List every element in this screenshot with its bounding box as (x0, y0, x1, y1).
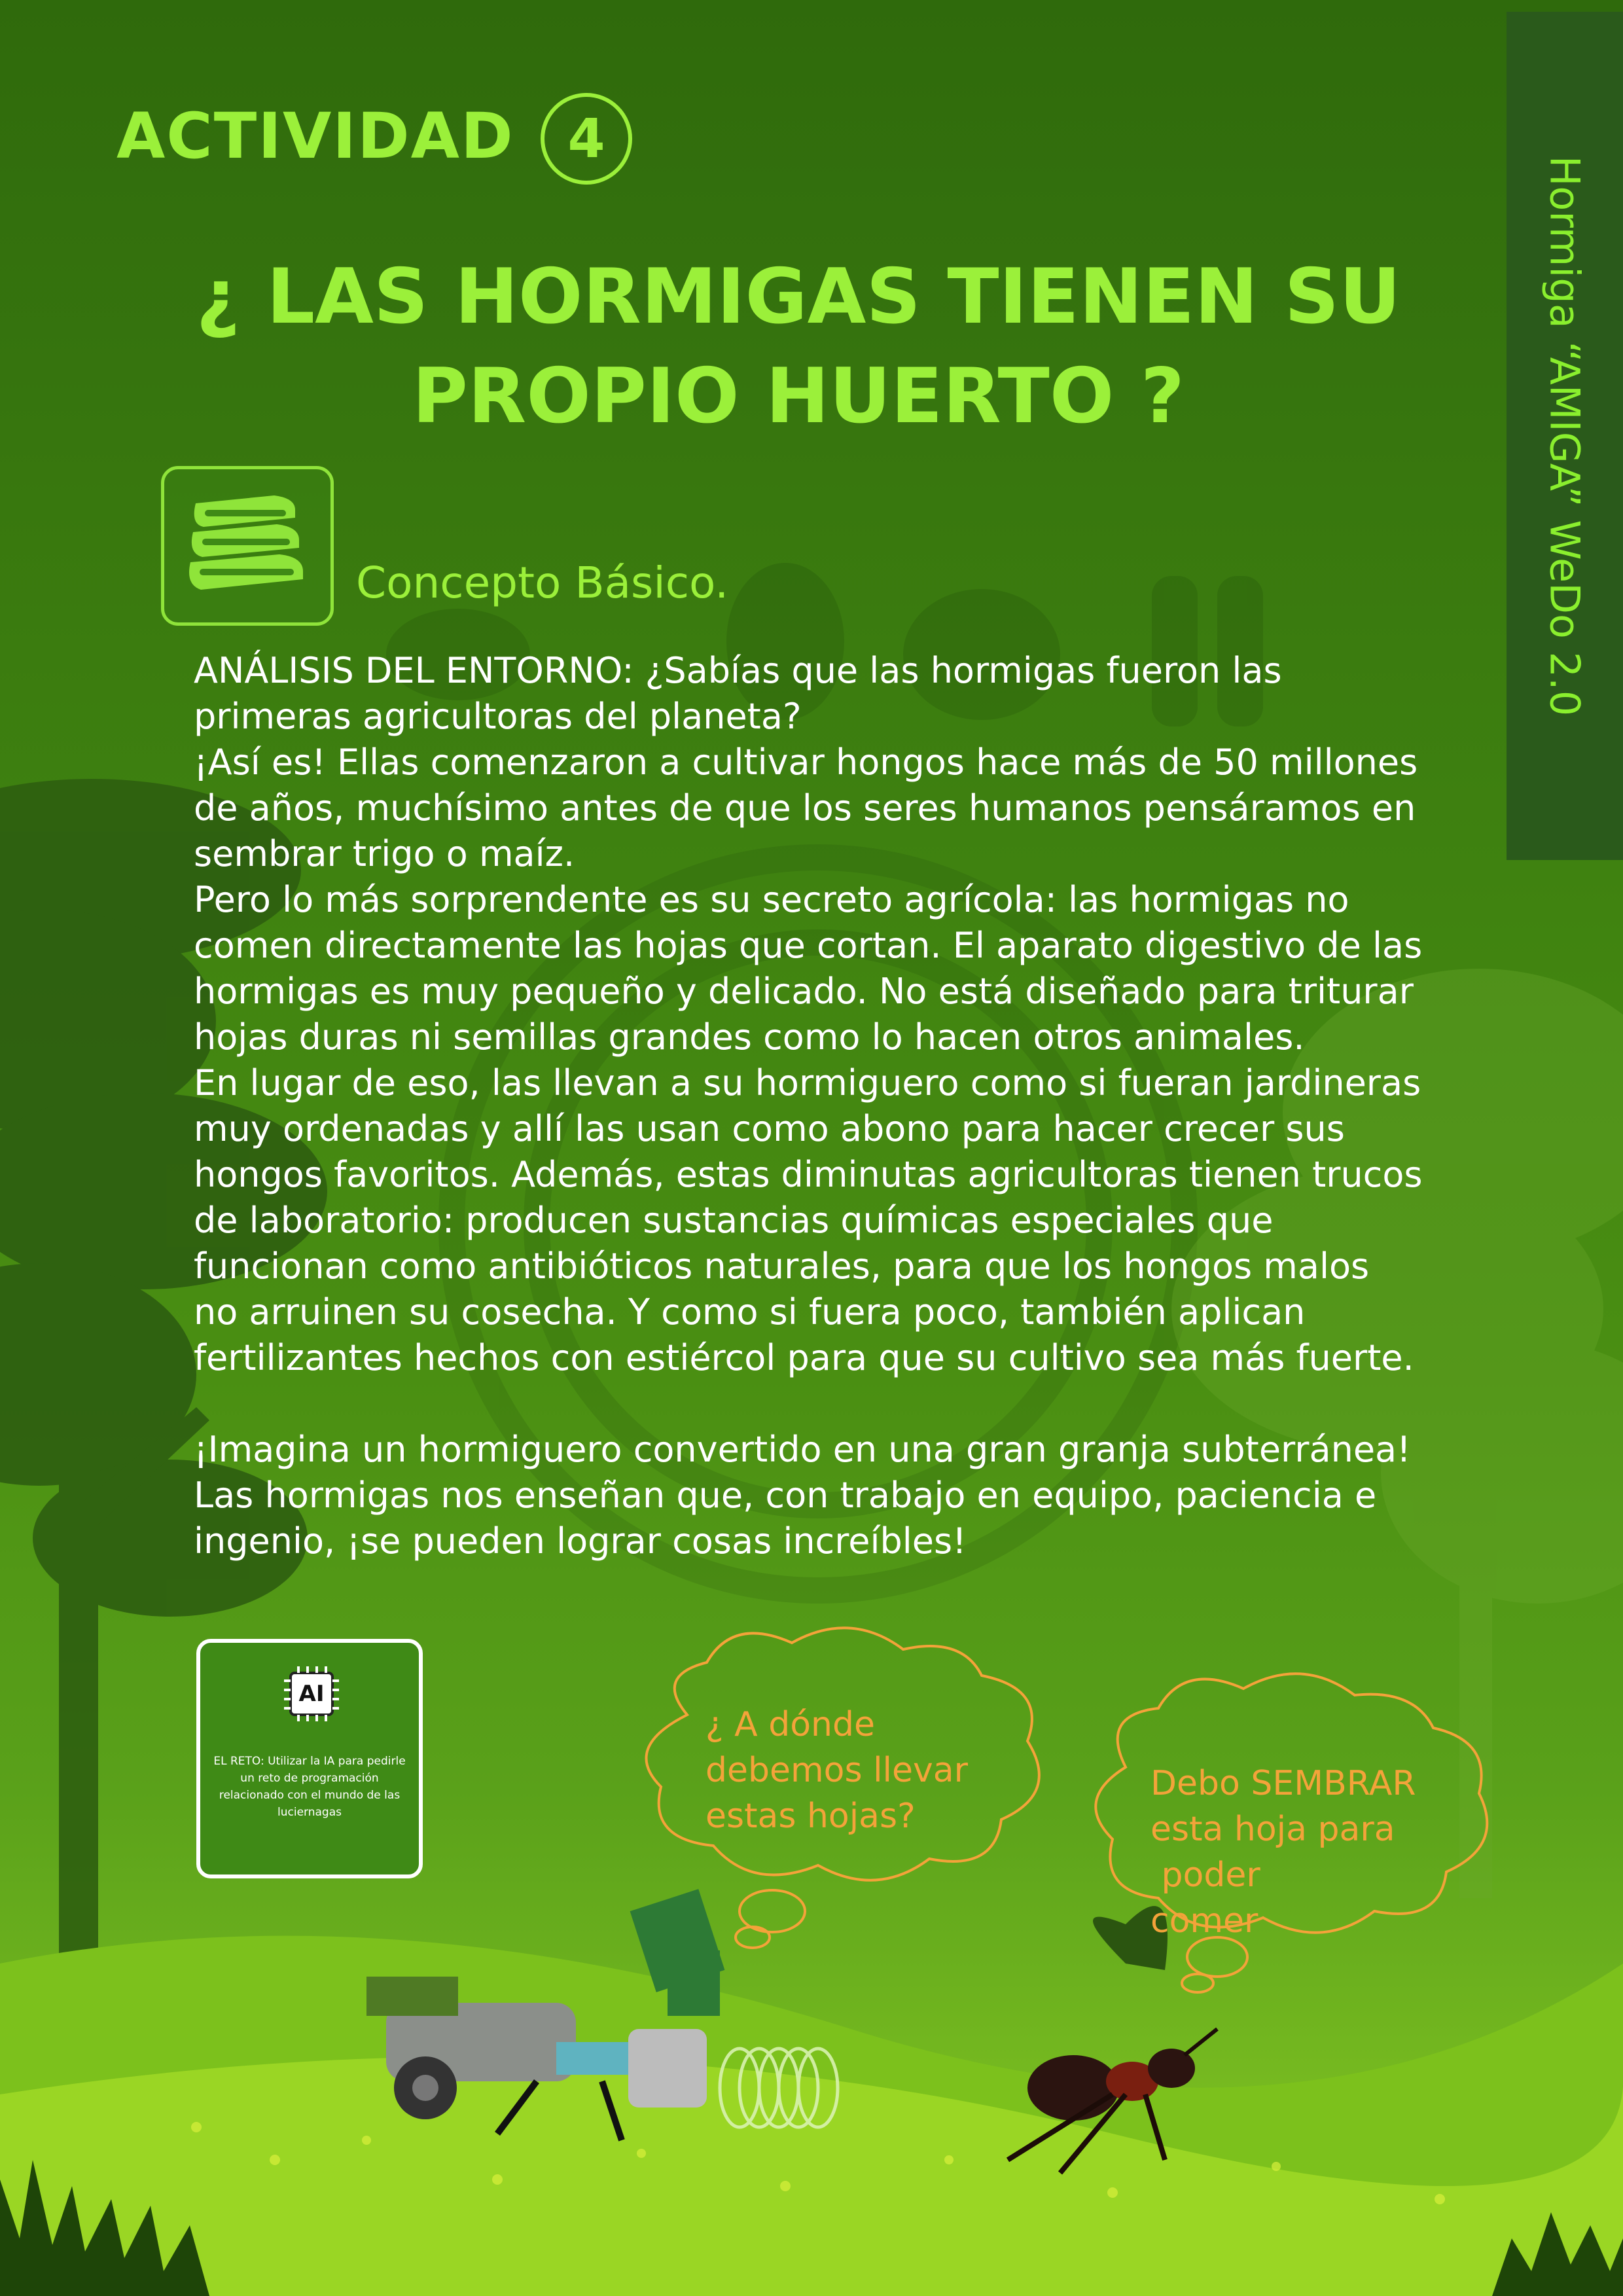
body-paragraph-1: ANÁLISIS DEL ENTORNO: ¿Sabías que las hormigas fueron las primeras agricultoras del planeta? (194, 650, 1282, 737)
bubble-left-line-3: estas hojas? (705, 1797, 916, 1836)
title-line-1: ¿ LAS HORMIGAS TIENEN SU (196, 253, 1401, 341)
section-heading: Concepto Básico. (356, 558, 729, 608)
bubble-right-line-1: Debo SEMBRAR (1150, 1764, 1416, 1803)
activity-number: 4 (567, 107, 605, 170)
thought-bubble-left-text (705, 1702, 1020, 1839)
body-paragraph-5: ¡Imagina un hormiguero convertido en una gran granja subterránea! Las hormigas nos enseñan que, con trabajo en equipo, paciencia e ingenio, ¡se pueden lograr cosas increíbles! (194, 1429, 1411, 1562)
page-title (151, 247, 1446, 446)
bubble-left-line-1: ¿ A dónde (705, 1705, 876, 1744)
books-icon-box (161, 466, 334, 626)
ai-challenge-box (196, 1639, 423, 1878)
bubble-right-line-4: comer (1150, 1901, 1258, 1941)
thought-bubble-right-text (1150, 1761, 1452, 1944)
activity-label: ACTIVIDAD (116, 99, 514, 173)
sidebar-banner (1507, 12, 1623, 860)
activity-number-badge (541, 93, 632, 185)
body-paragraph-2: ¡Así es! Ellas comenzaron a cultivar hongos hace más de 50 millones de años, muchísimo antes de que los seres humanos pensáramos en sembrar trigo o maíz. (194, 742, 1418, 874)
body-paragraph-3: Pero lo más sorprendente es su secreto agrícola: las hormigas no comen directamente las hojas que cortan. El aparato digestivo de las hormigas es muy pequeño y delicado. No está diseñado para triturar hojas duras ni semillas grandes como lo hacen otros animales. (194, 879, 1423, 1058)
ai-chip-label: AI (298, 1681, 325, 1707)
bubble-right-line-3: poder (1150, 1856, 1260, 1895)
sidebar-title: Hormiga “AMIGA” WeDo 2.0 (1541, 155, 1589, 717)
books-icon (164, 469, 330, 622)
ai-challenge-text: EL RETO: Utilizar la IA para pedirle un reto de programación relacionado con el mundo de las luciernagas (213, 1755, 406, 1819)
body-text (194, 648, 1424, 1564)
body-paragraph-4: En lugar de eso, las llevan a su hormiguero como si fueran jardineras muy ordenadas y allí las usan como abono para hacer crecer sus hongos favoritos. Además, estas diminutas agricultoras tienen trucos de laboratorio: producen sustancias químicas especiales que funcionan como antibióticos naturales, para que los hongos malos no arruinen su cosecha. Y como si fuera poco, también aplican fertilizantes hechos con estiércol para que su cultivo sea más fuerte. (194, 1062, 1423, 1378)
bubble-right-line-2: esta hoja para (1150, 1810, 1395, 1849)
bubble-left-line-2: debemos llevar (705, 1751, 968, 1790)
title-line-2: PROPIO HUERTO ? (412, 352, 1185, 440)
